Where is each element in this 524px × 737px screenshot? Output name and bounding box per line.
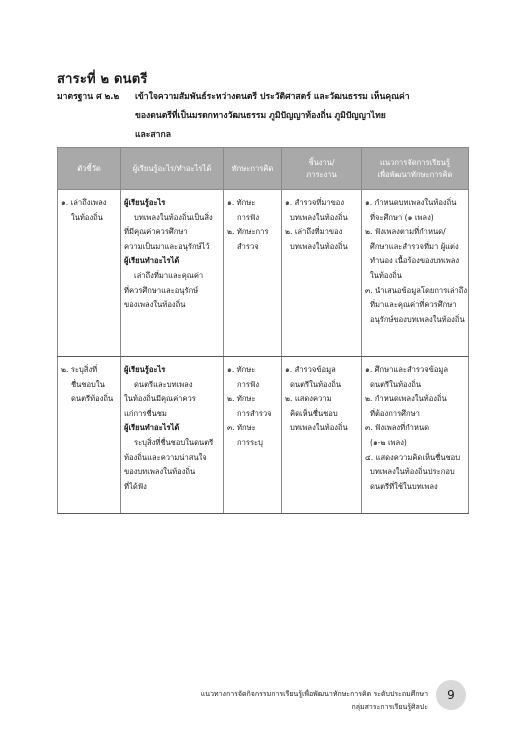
cell-line: ที่ได้ฟัง bbox=[124, 481, 147, 491]
indicator-cell bbox=[58, 190, 121, 357]
cell-line: ๑. ศึกษาและสำรวจข้อมูล bbox=[365, 365, 449, 374]
cell-line: (๑-๒ เพลง) bbox=[370, 437, 407, 447]
cell-line: ในท้องถิ่นมีคุณค่าควร bbox=[124, 394, 196, 404]
cell-line: บทเพลงในท้องถิ่น bbox=[290, 423, 348, 433]
cell-line: ๑. เล่าถึงเพลง bbox=[61, 198, 107, 207]
cell-line: ในท้องถิ่น bbox=[71, 212, 103, 222]
cell-line: ๑. สำรวจข้อมูล bbox=[285, 365, 336, 374]
cell-line: ที่ควรศึกษาและอนุรักษ์ bbox=[124, 285, 199, 295]
table-row bbox=[58, 190, 469, 357]
skills-cell bbox=[224, 190, 282, 357]
section-heading: สาระที่ ๒ ดนตรี bbox=[57, 72, 148, 87]
curriculum-table bbox=[57, 147, 469, 514]
page-number: 9 bbox=[447, 688, 455, 702]
cell-line: ผู้เรียนทำอะไรได้ bbox=[124, 256, 180, 266]
cell-line: ผู้เรียนทำอะไรได้ bbox=[124, 423, 180, 433]
cell-line: ที่ต้องการศึกษา bbox=[370, 408, 420, 418]
cell-line: ศึกษาและสำรวจที่มา ผู้แต่ง bbox=[370, 241, 459, 251]
cell-line: ที่มีคุณค่าควรศึกษา bbox=[124, 227, 188, 237]
cell-line: ในท้องถิ่น bbox=[370, 270, 402, 280]
skills-cell bbox=[224, 357, 282, 514]
cell-line: ๒. ระบุสิ่งที่ bbox=[61, 365, 98, 374]
indicator-cell bbox=[58, 357, 121, 514]
cell-line: การฟัง bbox=[237, 379, 260, 389]
header-indicator: ตัวชี้วัด bbox=[58, 148, 121, 190]
header-skills: ทักษะการคิด bbox=[224, 148, 282, 190]
header-activities: แนวการจัดการเรียนรู้ เพื่อพัฒนาทักษะการคิด bbox=[362, 148, 469, 190]
cell-line: ๒. กำหนดเพลงในท้องถิ่น bbox=[365, 394, 447, 404]
cell-line: ผู้เรียนรู้อะไร bbox=[124, 198, 166, 207]
tasks-cell bbox=[282, 190, 362, 357]
cell-line: ๒. เล่าถึงที่มาของ bbox=[285, 227, 343, 237]
cell-line: ของบทเพลงในท้องถิ่น bbox=[124, 467, 196, 477]
cell-line: ที่มาและคุณค่าที่ควรศึกษา bbox=[370, 300, 457, 310]
cell-line: สำรวจ bbox=[237, 241, 259, 251]
table-header bbox=[58, 148, 469, 190]
cell-line: ผู้เรียนรู้อะไร bbox=[124, 365, 166, 374]
cell-line: การฟัง bbox=[237, 212, 260, 222]
cell-line: ของเพลงในท้องถิ่น bbox=[124, 300, 186, 310]
cell-line: ดนตรีในท้องถิ่น bbox=[290, 379, 342, 389]
cell-line: บทเพลงในท้องถิ่นเป็นสิ่ง bbox=[134, 212, 213, 222]
cell-line: บทเพลงในท้องถิ่น bbox=[290, 241, 348, 251]
cell-line: ดนตรีในท้องถิ่น bbox=[370, 379, 422, 389]
cell-line: อนุรักษ์ของบทเพลงในท้องถิ่น bbox=[370, 314, 465, 324]
cell-line: ระบุสิ่งที่ชื่นชอบในดนตรี bbox=[134, 437, 214, 447]
standard-code: มาตรฐาน ศ ๒.๒ bbox=[57, 92, 120, 102]
learning-cell bbox=[121, 357, 224, 514]
cell-line: ๓. ทักษะ bbox=[227, 423, 256, 433]
cell-line: เล่าถึงที่มาและคุณค่า bbox=[134, 270, 204, 280]
cell-line: ๒. ทักษะการ bbox=[227, 227, 269, 237]
cell-line: ทำนอง เนื้อร้องของบทเพลง bbox=[370, 256, 460, 266]
header-tasks: ชิ้นงาน/ ภาระงาน bbox=[282, 148, 362, 190]
tasks-cell bbox=[282, 357, 362, 514]
cell-line: การระบุ bbox=[237, 437, 263, 447]
cell-line: บทเพลงในท้องถิ่น bbox=[290, 212, 348, 222]
cell-line: การสำรวจ bbox=[237, 408, 272, 418]
standard-line: และสากล bbox=[135, 130, 171, 140]
page-footer bbox=[150, 688, 428, 714]
learning-standard bbox=[57, 88, 469, 145]
cell-line: ๒. ฟังเพลงตามที่กำหนด/ bbox=[365, 227, 446, 237]
cell-line: ๔. แสดงความคิดเห็นชื่นชอบ bbox=[365, 452, 461, 462]
header-learning: ผู้เรียนรู้อะไร/ทำอะไรได้ bbox=[121, 148, 224, 190]
cell-line: ๒. แสดงความ bbox=[285, 394, 332, 404]
footer-title: แนวทางการจัดกิจกรรมการเรียนรู้เพื่อพัฒนาทักษะการคิด ระดับประถมศึกษา bbox=[200, 690, 428, 698]
cell-line: ดนตรีที่ใช้ในบทเพลง bbox=[370, 481, 438, 491]
cell-line: ๑. กำหนดบทเพลงในท้องถิ่น bbox=[365, 198, 457, 207]
cell-line: ดนตรีท้องถิ่น bbox=[71, 394, 114, 404]
cell-line: ดนตรีและบทเพลง bbox=[134, 379, 193, 389]
table-row bbox=[58, 357, 469, 514]
activities-cell bbox=[362, 190, 469, 357]
cell-line: ๑. สำรวจที่มาของ bbox=[285, 198, 345, 207]
learning-cell bbox=[121, 190, 224, 357]
cell-line: ๑. ทักษะ bbox=[227, 198, 256, 207]
cell-line: ๑. ทักษะ bbox=[227, 365, 256, 374]
standard-line: เข้าใจความสัมพันธ์ระหว่างดนตรี ประวัติศาสตร์ และวัฒนธรรม เห็นคุณค่า bbox=[135, 92, 410, 102]
cell-line: ๓. ฟังเพลงที่กำหนด bbox=[365, 423, 430, 433]
cell-line: ท้องถิ่นและความน่าสนใจ bbox=[124, 452, 207, 462]
footer-subject: กลุ่มสาระการเรียนรู้ศิลปะ bbox=[351, 703, 428, 711]
cell-line: คิดเห็นชื่นชอบ bbox=[290, 408, 338, 418]
cell-line: ๓. นำเสนอข้อมูลโดยการเล่าถึง bbox=[365, 285, 468, 295]
standard-line: ของดนตรีที่เป็นมรดกทางวัฒนธรรม ภูมิปัญญาท้องถิ่น ภูมิปัญญาไทย bbox=[135, 111, 386, 121]
cell-line: ที่จะศึกษา (๑ เพลง) bbox=[370, 212, 434, 222]
page-number-badge bbox=[436, 680, 466, 710]
cell-line: ความเป็นมาและอนุรักษ์ไว้ bbox=[124, 241, 210, 251]
activities-cell bbox=[362, 357, 469, 514]
cell-line: แก่การชื่นชม bbox=[124, 408, 167, 418]
cell-line: บทเพลงในท้องถิ่นประกอบ bbox=[370, 467, 455, 477]
cell-line: ๒. ทักษะ bbox=[227, 394, 256, 404]
cell-line: ชื่นชอบใน bbox=[71, 379, 105, 389]
